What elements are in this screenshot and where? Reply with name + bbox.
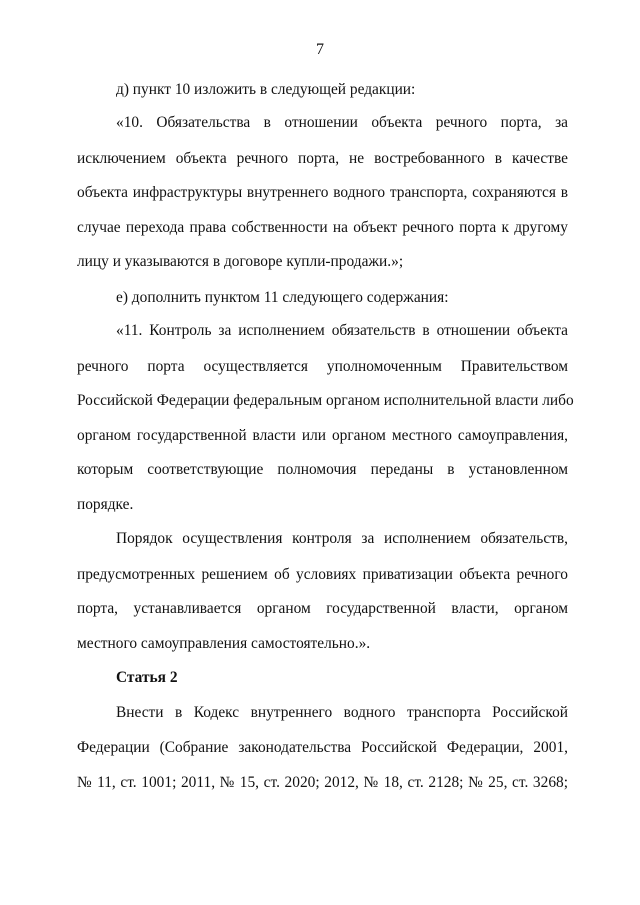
text-line: речного порта осуществляется уполномоченным Правительством xyxy=(77,358,568,375)
text-line: исключением объекта речного порта, не востребованного в качестве xyxy=(77,150,568,167)
text-line: № 11, ст. 1001; 2011, № 15, ст. 2020; 2012, № 18, ст. 2128; № 25, ст. 3268; xyxy=(77,774,568,791)
text-line-paragraph-start: Внести в Кодекс внутреннего водного транспорта Российской xyxy=(116,704,568,721)
page-number: 7 xyxy=(316,41,324,58)
text-line-item-11-start: «11. Контроль за исполнением обязательств в отношении объекта xyxy=(116,322,568,339)
text-line: порта, устанавливается органом государственной власти, органом xyxy=(77,600,568,617)
text-line: лицу и указываются в договоре купли-продажи.»; xyxy=(77,253,404,270)
article-heading: Статья 2 xyxy=(116,669,178,686)
text-line: Российской Федерации федеральным органом исполнительной власти либо xyxy=(77,392,574,409)
text-line: порядке. xyxy=(77,496,134,513)
text-line-item-10-start: «10. Обязательства в отношении объекта речного порта, за xyxy=(116,114,568,131)
text-line: объекта инфраструктуры внутреннего водного транспорта, сохраняются в xyxy=(77,184,568,201)
text-line: местного самоуправления самостоятельно.». xyxy=(77,635,371,652)
text-line: Федерации (Собрание законодательства Российской Федерации, 2001, xyxy=(77,739,568,756)
text-line: предусмотренных решением об условиях приватизации объекта речного xyxy=(77,566,568,583)
text-line-subitem-e: е) дополнить пунктом 11 следующего содержания: xyxy=(116,289,449,306)
text-line: случае перехода права собственности на объект речного порта к другому xyxy=(77,219,568,236)
text-line-paragraph-start: Порядок осуществления контроля за исполнением обязательств, xyxy=(116,530,568,547)
text-line-subitem-d: д) пункт 10 изложить в следующей редакции: xyxy=(116,81,416,98)
text-line: которым соответствующие полномочия переданы в установленном xyxy=(77,461,568,478)
text-line: органом государственной власти или органом местного самоуправления, xyxy=(77,427,568,444)
